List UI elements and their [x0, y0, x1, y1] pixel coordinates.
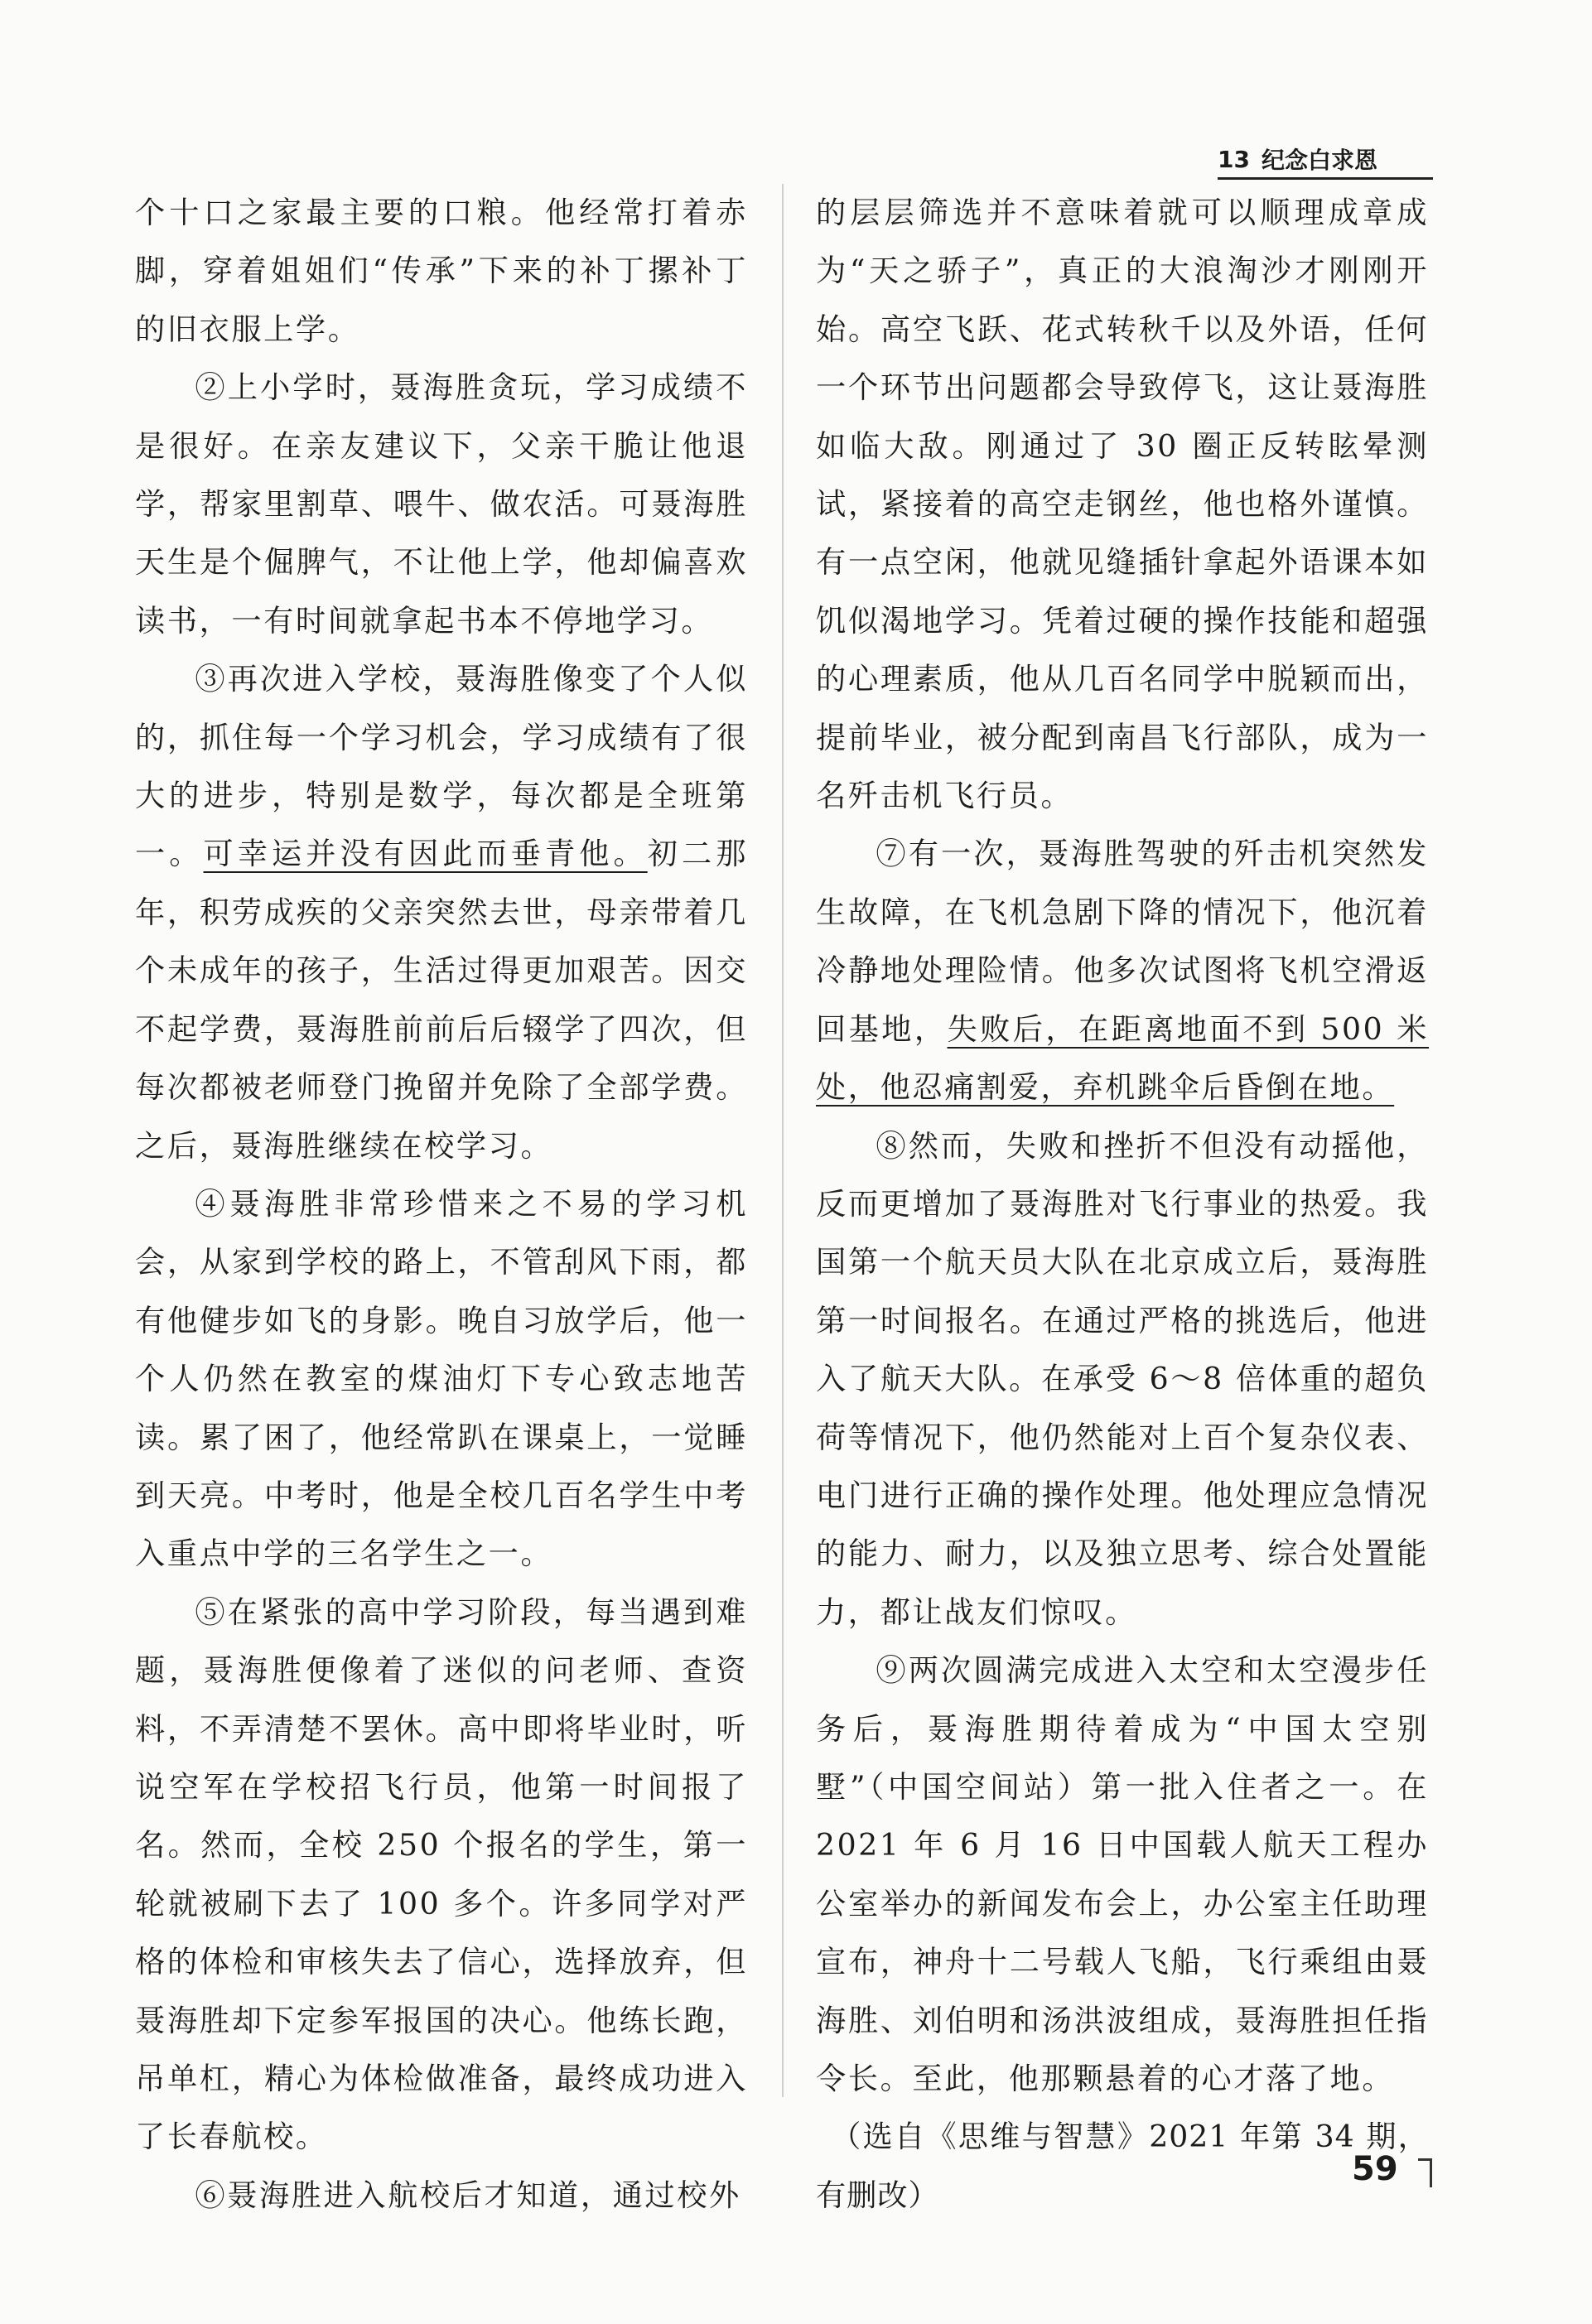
underlined-sentence-1: 可幸运并没有因此而垂青他。 [203, 836, 648, 872]
underlined-sentence-2: 失败后，在距离地面不到 500 米处，他忍痛割爱，弃机跳伞后昏倒在地。 [816, 1010, 1430, 1106]
paragraph-7 [816, 825, 1429, 1116]
paragraph-3 [135, 650, 748, 1175]
paragraph-3-part-a: ③再次进入学校，聂海胜像变了个人似的，抓住每一个学习机会，学习成绩有了很大的进步，特别是数学，每次都是全班第一。 [135, 661, 748, 872]
page-number: 59 [1352, 2150, 1398, 2188]
page-header [1218, 141, 1433, 180]
paragraph-2: ②上小学时，聂海胜贪玩，学习成绩不是很好。在亲友建议下，父亲干脆让他退学，帮家里割草、喂牛、做农活。可聂海胜天生是个倔脾气，不让他上学，他却偏喜欢读书，一有时间就拿起书本不停地学习。 [135, 369, 748, 639]
paragraph-8: ⑧然而，失败和挫折不但没有动摇他，反而更增加了聂海胜对飞行事业的热爱。我国第一个航天员大队在北京成立后，聂海胜第一时间报名。在通过严格的挑选后，他进入了航天大队。在承受 6～8 倍体重的超负荷等情况下，他仍然能对上百个复杂仪表、电门进行正确的操作处理。他处理应急情况的能力、耐力，以及独立思考、综合处置能力，都让战友们惊叹。 [816, 1127, 1429, 1630]
source-citation: （选自《思维与智慧》2021 年第 34 期，有删改） [816, 2119, 1429, 2213]
page-corner-mark [1418, 2158, 1432, 2187]
paragraph-4: ④聂海胜非常珍惜来之不易的学习机会，从家到学校的路上，不管刮风下雨，都有他健步如飞的身影。晚自习放学后，他一个人仍然在教室的煤油灯下专心致志地苦读。累了困了，他经常趴在课桌上，一觉睡到天亮。中考时，他是全校几百名学生中考入重点中学的三名学生之一。 [135, 1185, 748, 1572]
lesson-number: 13 [1218, 145, 1250, 173]
lesson-title: 纪念白求恩 [1261, 147, 1377, 174]
left-column [135, 184, 748, 2225]
paragraph-7-part-a: ⑦有一次，聂海胜驾驶的歼击机突然发生故障，在飞机急剧下降的情况下，他沉着冷静地处理险情。他多次试图将飞机空滑返回基地， [816, 836, 1429, 1047]
paragraph-6-continued: 的层层筛选并不意味着就可以顺理成章成为“天之骄子”，真正的大浪淘沙才刚刚开始。高空飞跃、花式转秋千以及外语，任何一个环节出问题都会导致停飞，这让聂海胜如临大敌。刚通过了 30 圈正反转眩晕测试，紧接着的高空走钢丝，他也格外谨慎。有一点空闲，他就见缝插针拿起外语课本如饥似渴地学习。凭着过硬的操作技能和超强的心理素质，他从几百名同学中脱颖而出，提前毕业，被分配到南昌飞行部队，成为一名歼击机飞行员。 [816, 195, 1429, 814]
right-column [816, 184, 1429, 2225]
paragraph-5: ⑤在紧张的高中学习阶段，每当遇到难题，聂海胜便像着了迷似的问老师、查资料，不弄清楚不罢休。高中即将毕业时，听说空军在学校招飞行员，他第一时间报了名。然而，全校 250 个报名的学生，第一轮就被刷下去了 100 多个。许多同学对严格的体检和审核失去了信心，选择放弃，但聂海胜却下定参军报国的决心。他练长跑，吊单杠，精心为体检做准备，最终成功进入了长春航校。 [135, 1594, 748, 2155]
paragraph-3-part-b: 初二那年，积劳成疾的父亲突然去世，母亲带着几个未成年的孩子，生活过得更加艰苦。因交不起学费，聂海胜前前后后辍学了四次，但每次都被老师登门挽留并免除了全部学费。之后，聂海胜继续在校学习。 [135, 836, 748, 1164]
paragraph-9: ⑨两次圆满完成进入太空和太空漫步任务后，聂海胜期待着成为“中国太空别墅”（中国空间站）第一批入住者之一。在 2021 年 6 月 16 日中国载人航天工程办公室举办的新闻发布会上，办公室主任助理宣布，神舟十二号载人飞船，飞行乘组由聂海胜、刘伯明和汤洪波组成，聂海胜担任指令长。至此，他那颗悬着的心才落了地。 [816, 1652, 1429, 2096]
column-divider [782, 184, 784, 2097]
paragraph-6-start: ⑥聂海胜进入航校后才知道，通过校外 [195, 2177, 741, 2213]
paragraph-1-continued: 个十口之家最主要的口粮。他经常打着赤脚，穿着姐姐们“传承”下来的补丁摞补丁的旧衣服上学。 [135, 195, 748, 347]
